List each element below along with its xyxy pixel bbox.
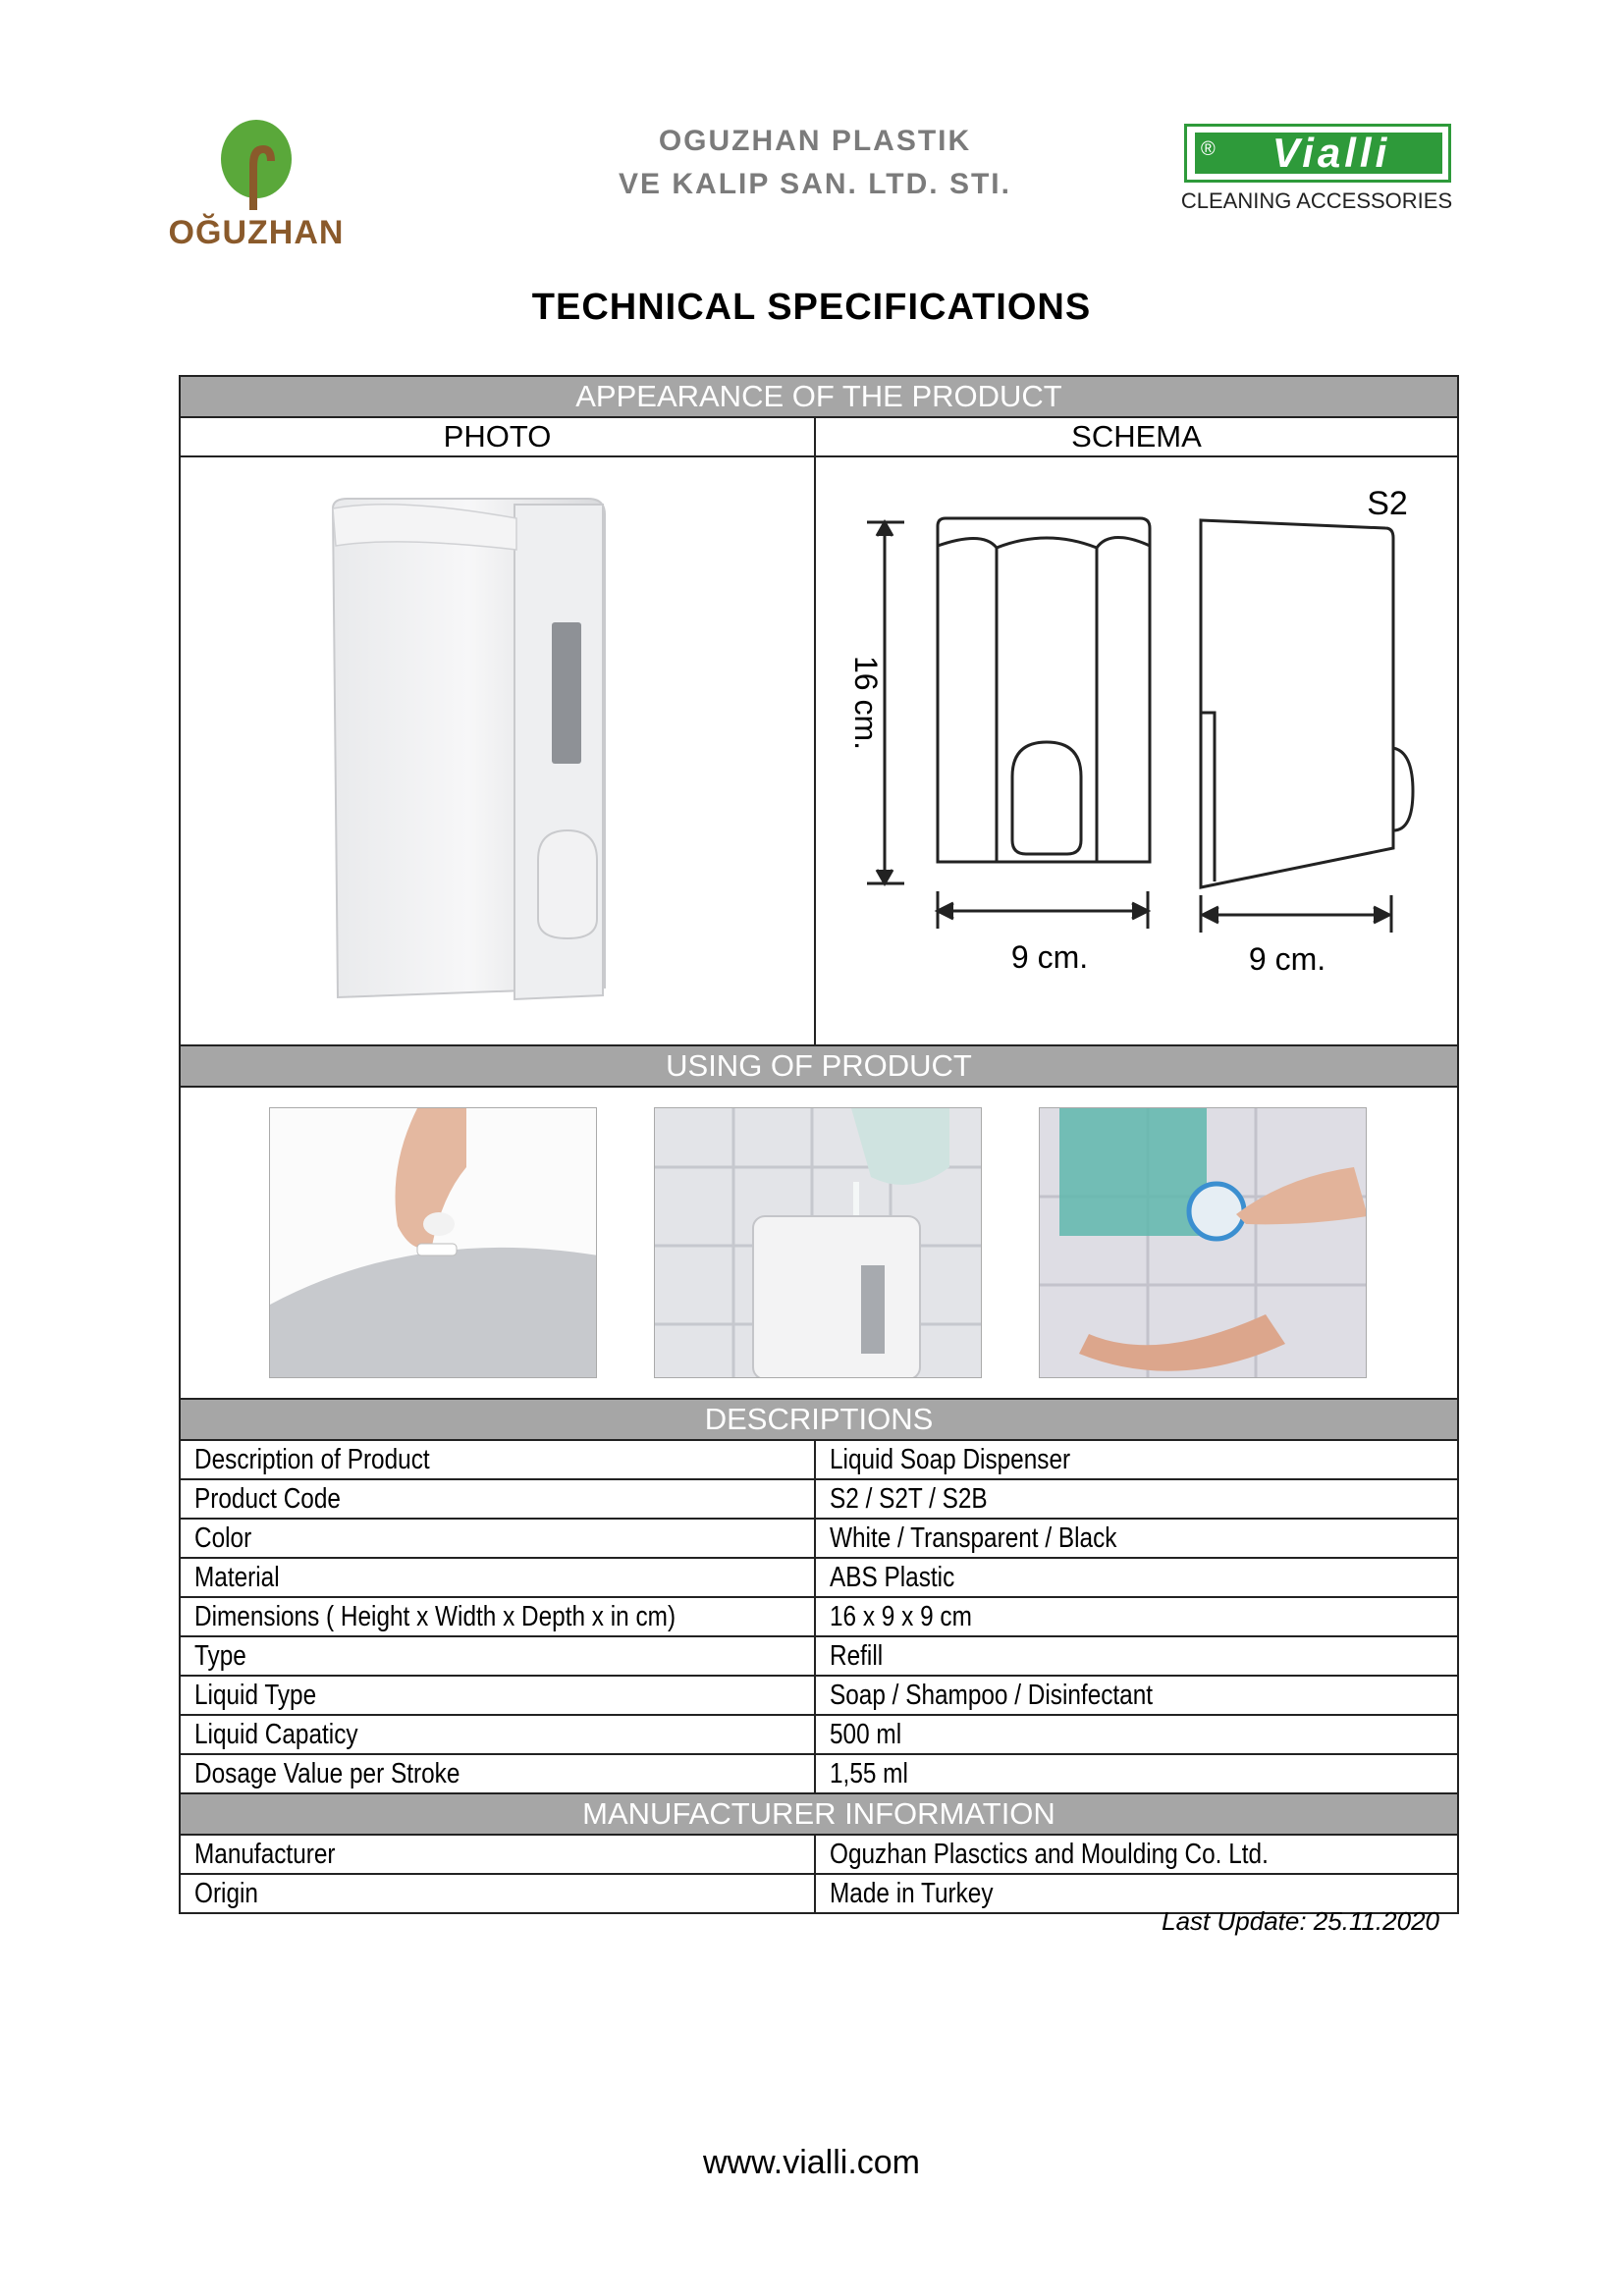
row-label: Material [194,1562,280,1593]
oguzhan-logo-text: OĞUZHAN [168,214,345,251]
row-label: Dimensions ( Height x Width x Depth x in cm) [194,1601,676,1632]
row-label: Type [194,1640,246,1672]
vialli-logo [1176,124,1457,222]
row-value: White / Transparent / Black [830,1522,1117,1554]
spec-table [179,375,1459,1914]
table-row [181,1480,1457,1520]
row-label: Product Code [194,1483,341,1515]
footer-website-link[interactable]: www.vialli.com [702,2144,921,2181]
table-row [181,1677,1457,1716]
product-photo [181,457,816,1044]
dispensing-icon [1039,1107,1367,1378]
row-value: Made in Turkey [830,1878,994,1909]
schema-header: SCHEMA [1071,419,1202,454]
schema-width-label: 9 cm. [1010,939,1089,975]
table-row [181,1836,1457,1875]
page-title: TECHNICAL SPECIFICATIONS [531,287,1092,328]
row-value: 500 ml [830,1719,902,1750]
table-row [181,1598,1457,1637]
row-value: 16 x 9 x 9 cm [830,1601,972,1632]
table-row [181,1637,1457,1677]
refilling-icon [654,1107,982,1378]
using-band: USING OF PRODUCT [181,1046,1457,1088]
row-value: Liquid Soap Dispenser [830,1444,1071,1475]
row-label: Liquid Capaticy [194,1719,358,1750]
dimension-schema-diagram [816,457,1459,1044]
row-label: Color [194,1522,252,1554]
company-name [550,120,1080,206]
oguzhan-logo [165,116,348,253]
vialli-brand: Vialli [1271,130,1391,176]
vialli-logo-icon [1184,124,1451,183]
appearance-header-row [181,418,1457,457]
row-value: ABS Plastic [830,1562,955,1593]
table-row [181,1716,1457,1755]
table-row [181,1559,1457,1598]
row-label: Origin [194,1878,258,1909]
photo-header: PHOTO [181,418,816,455]
appearance-media-row [181,457,1457,1046]
product-schema [816,457,1459,1044]
company-name-line2: VE KALIP SAN. LTD. STI. [619,168,1011,200]
row-label: Description of Product [194,1444,430,1475]
manufacturer-band: MANUFACTURER INFORMATION [181,1794,1457,1836]
company-name-line1: OGUZHAN PLASTIK [658,125,972,157]
row-value: Soap / Shampoo / Disinfectant [830,1680,1154,1711]
table-row [181,1441,1457,1480]
row-label: Manufacturer [194,1839,336,1870]
descriptions-table [181,1441,1457,1794]
row-label: Dosage Value per Stroke [194,1758,460,1789]
soap-dispenser-photo-icon [181,457,814,1044]
table-row [181,1755,1457,1794]
schema-model-label: S2 [1367,485,1408,522]
using-images-row [181,1088,1457,1400]
opening-lid-icon [269,1107,597,1378]
table-row [181,1520,1457,1559]
row-value: S2 / S2T / S2B [830,1483,988,1515]
vialli-registered-mark: ® [1201,138,1216,160]
descriptions-band: DESCRIPTIONS [181,1400,1457,1441]
vialli-tagline: CLEANING ACCESSORIES [1180,188,1453,213]
manufacturer-table [181,1836,1457,1912]
appearance-band: APPEARANCE OF THE PRODUCT [181,377,1457,418]
last-update: Last Update: 25.11.2020 [1162,1906,1439,1936]
schema-height-label: 16 cm. [848,655,884,751]
row-value: Refill [830,1640,884,1672]
row-label: Liquid Type [194,1680,317,1711]
schema-depth-label: 9 cm. [1248,941,1326,977]
row-value: Oguzhan Plasctics and Moulding Co. Ltd. [830,1839,1269,1870]
row-value: 1,55 ml [830,1758,908,1789]
